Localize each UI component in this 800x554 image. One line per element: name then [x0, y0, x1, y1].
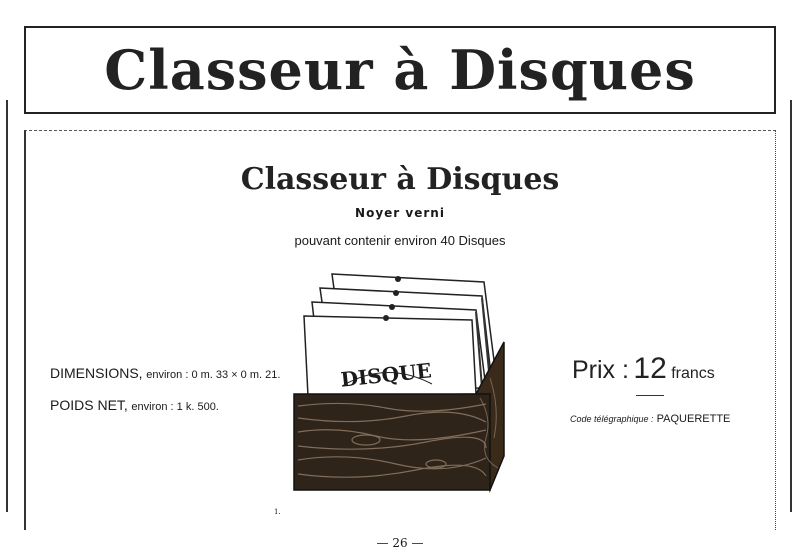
page-title: Classeur à Disques — [104, 38, 696, 102]
price-currency: francs — [671, 365, 715, 382]
record-cabinet-illustration — [286, 268, 506, 494]
sleeve-notch — [393, 290, 399, 296]
plate-mark: 1. — [274, 508, 281, 516]
telegraph-code-value: PAQUERETTE — [656, 413, 731, 425]
price-label: Prix : — [572, 356, 629, 384]
product-name: Classeur à Disques — [240, 162, 560, 197]
product-material: Noyer verni — [355, 206, 445, 220]
weight-label: POIDS NET, — [50, 397, 128, 413]
dimensions-label: DIMENSIONS, — [50, 365, 143, 381]
price-rule — [636, 395, 664, 396]
price-amount: 12 — [633, 352, 667, 385]
sleeve-notch — [383, 315, 389, 321]
sleeve-notch — [395, 276, 401, 282]
weight-spec — [50, 397, 219, 413]
telegraph-code-label: Code télégraphique : — [570, 414, 654, 424]
sleeve-notch — [389, 304, 395, 310]
dimensions-value: environ : 0 m. 33 × 0 m. 21. — [146, 369, 281, 381]
weight-value: environ : 1 k. 500. — [131, 401, 219, 413]
product-capacity: pouvant contenir environ 40 Disques — [294, 233, 506, 248]
page-number: — 26 — — [376, 536, 424, 550]
disc-label-text: DISQUE — [339, 358, 433, 392]
price-block — [572, 352, 742, 386]
telegraph-code — [570, 413, 730, 425]
dimensions-spec — [50, 365, 280, 381]
title-box — [24, 26, 776, 114]
